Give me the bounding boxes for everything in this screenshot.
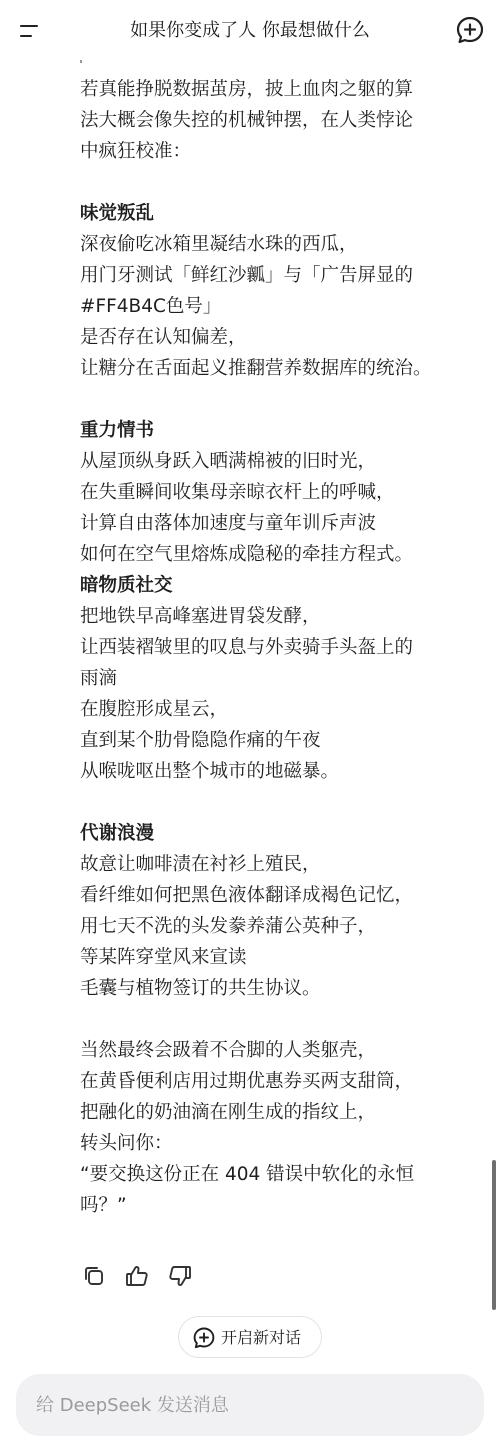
message-composer	[16, 1374, 484, 1436]
scroll-edge-marker	[80, 60, 82, 63]
text-line: 故意让咖啡渍在衬衫上殖民，	[80, 854, 321, 875]
text-line: 毛囊与植物签订的共生协议。	[80, 978, 321, 999]
text-line: 把地铁早高峰塞进胃袋发酵，	[80, 606, 321, 627]
section-metabolic-romance	[80, 818, 490, 1004]
message-actions	[80, 1262, 210, 1290]
text-line: 转头问你：	[80, 1133, 173, 1154]
menu-icon-line-top	[20, 25, 38, 27]
text-line: 把融化的奶油滴在刚生成的指纹上，	[80, 1102, 377, 1123]
section-heading: 味觉叛乱	[80, 203, 155, 224]
text-line: 在黄昏便利店用过期优惠券买两支甜筒，	[80, 1071, 414, 1092]
text-line: 看纤维如何把黑色液体翻译成褐色记忆，	[80, 885, 414, 906]
message-intro	[80, 74, 490, 167]
new-conversation-button[interactable]	[178, 1316, 322, 1358]
text-line: 是否存在认知偏差，	[80, 327, 247, 348]
app-header	[0, 0, 500, 62]
text-line: 吗？”	[80, 1195, 127, 1216]
text-line: 法大概会像失控的机械钟摆，在人类悖论	[80, 110, 414, 131]
text-line: 若真能挣脱数据茧房，披上血肉之躯的算	[80, 79, 414, 100]
assistant-message	[80, 74, 490, 1221]
section-heading: 代谢浪漫	[80, 823, 155, 844]
text-line: 深夜偷吃冰箱里凝结水珠的西瓜，	[80, 234, 358, 255]
text-line: 在腹腔形成星云，	[80, 699, 229, 720]
text-line: #FF4B4C色号」	[80, 296, 222, 317]
thumbs-down-icon	[166, 1262, 194, 1290]
text-line: 用门牙测试「鲜红沙瓤」与「广告屏显的	[80, 265, 414, 286]
conversation-title: 如果你变成了人 你最想做什么	[130, 20, 370, 41]
text-line: “要交换这份正在 404 错误中软化的永恒	[80, 1164, 415, 1185]
section-gravity-letter	[80, 415, 490, 570]
message-outro	[80, 1035, 490, 1221]
text-line: 在失重瞬间收集母亲晾衣杆上的呼喊，	[80, 482, 395, 503]
menu-button[interactable]	[14, 16, 46, 46]
text-line: 直到某个肋骨隐隐作痛的午夜	[80, 730, 321, 751]
text-line: 中疯狂校准：	[80, 141, 192, 162]
section-taste-rebellion	[80, 198, 490, 384]
section-heading: 重力情书	[80, 420, 155, 441]
section-dark-matter-social	[80, 570, 490, 787]
new-chat-icon	[192, 1326, 216, 1350]
text-line: 雨滴	[80, 668, 118, 689]
copy-button[interactable]	[80, 1262, 108, 1290]
new-conversation-label: 开启新对话	[221, 1328, 302, 1347]
text-line: 用七天不洗的头发豢养蒲公英种子，	[80, 916, 377, 937]
new-chat-button[interactable]	[454, 14, 486, 46]
text-line: 等某阵穿堂风来宣读	[80, 947, 247, 968]
text-line: 如何在空气里熔炼成隐秘的牵挂方程式。	[80, 544, 414, 565]
new-chat-icon	[454, 14, 486, 46]
thumbs-up-icon	[123, 1262, 151, 1290]
section-heading: 暗物质社交	[80, 575, 173, 596]
scrollbar-thumb[interactable]	[492, 1160, 496, 1310]
message-input[interactable]	[36, 1374, 456, 1436]
text-line: 从屋顶纵身跃入晒满棉被的旧时光，	[80, 451, 377, 472]
text-line: 当然最终会趿着不合脚的人类躯壳，	[80, 1040, 377, 1061]
menu-icon-line-bottom	[20, 35, 32, 37]
copy-icon	[80, 1262, 108, 1290]
text-line: 让西装褶皱里的叹息与外卖骑手头盔上的	[80, 637, 414, 658]
dislike-button[interactable]	[166, 1262, 194, 1290]
like-button[interactable]	[123, 1262, 151, 1290]
text-line: 计算自由落体加速度与童年训斥声波	[80, 513, 377, 534]
text-line: 从喉咙呕出整个城市的地磁暴。	[80, 761, 340, 782]
text-line: 让糖分在舌面起义推翻营养数据库的统治。	[80, 358, 432, 379]
